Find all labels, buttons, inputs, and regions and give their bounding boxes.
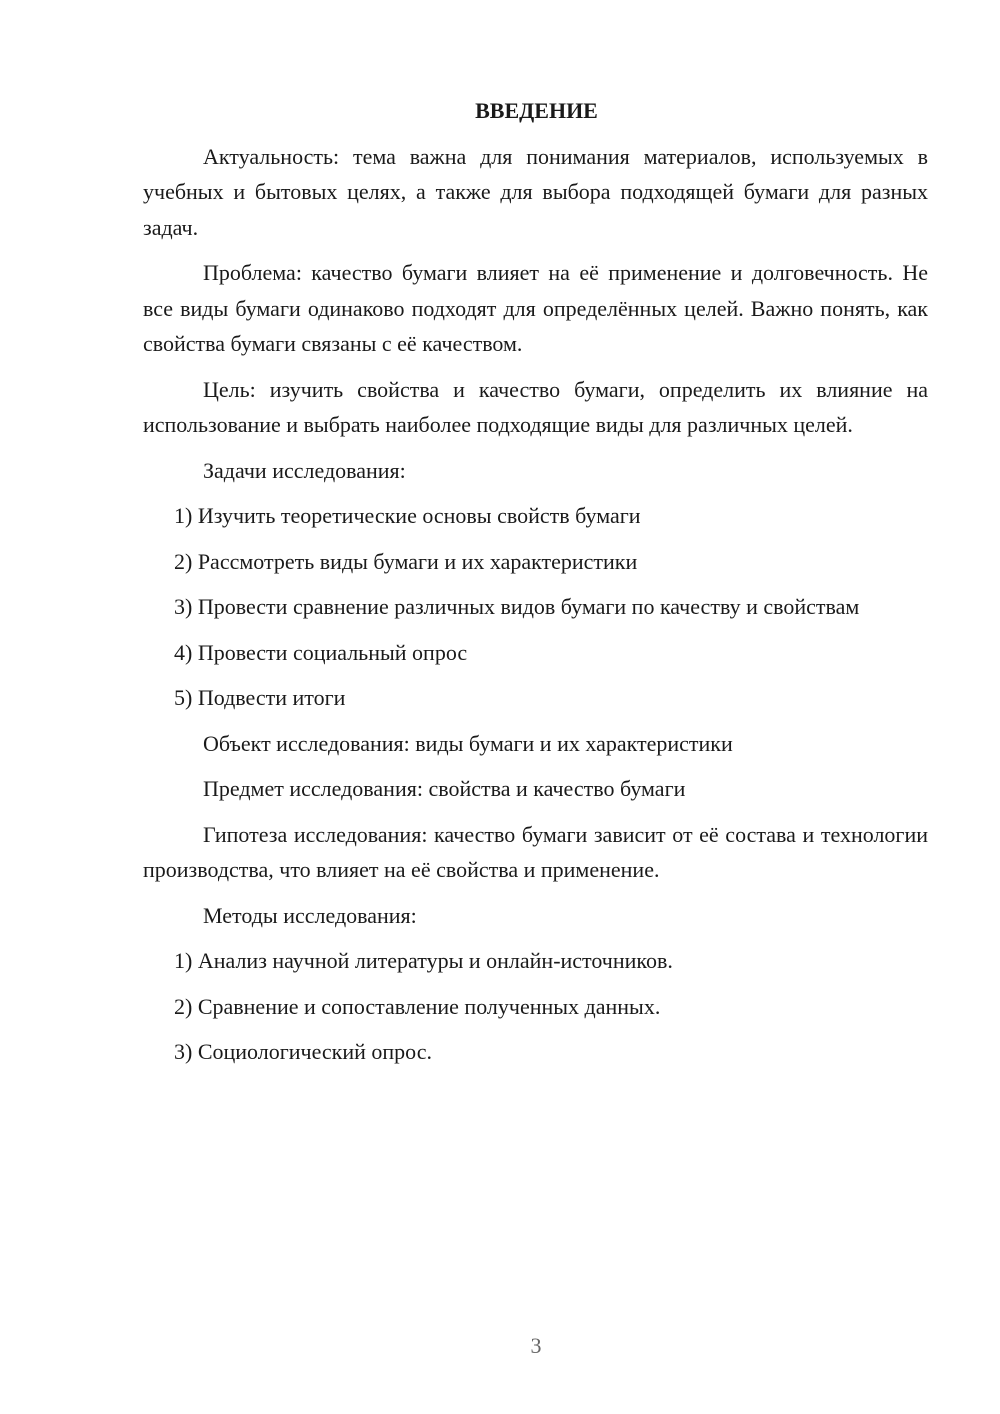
tasks-heading: Задачи исследования: bbox=[203, 457, 406, 483]
task-item: 2) Рассмотреть виды бумаги и их характеристики bbox=[174, 548, 638, 574]
relevance-paragraph: Актуальность: тема важна для понимания материалов, используемых в учебных и бытовых целях, а также для выбора подходящей бумаги для разных задач. bbox=[143, 143, 928, 240]
goal-paragraph: Цель: изучить свойства и качество бумаги, определить их влияние на использование и выбрать наиболее подходящие виды для различных целей. bbox=[143, 376, 928, 437]
method-item: 1) Анализ научной литературы и онлайн-источников. bbox=[174, 948, 673, 973]
task-item: 3) Провести сравнение различных видов бумаги по качеству и свойствам bbox=[174, 594, 860, 619]
page-number: 3 bbox=[530, 1333, 542, 1358]
method-item: 2) Сравнение и сопоставление полученных данных. bbox=[174, 993, 661, 1019]
task-item: 4) Провести социальный опрос bbox=[174, 639, 468, 665]
subject-paragraph: Предмет исследования: свойства и качество бумаги bbox=[203, 776, 686, 801]
document-page bbox=[143, 93, 928, 1080]
method-item: 3) Социологический опрос. bbox=[174, 1039, 432, 1064]
methods-heading: Методы исследования: bbox=[203, 902, 417, 928]
hypothesis-paragraph: Гипотеза исследования: качество бумаги зависит от её состава и технологии производства, что влияет на её свойства и применение. bbox=[143, 821, 928, 882]
section-title: ВВЕДЕНИЕ bbox=[475, 98, 598, 123]
object-paragraph: Объект исследования: виды бумаги и их характеристики bbox=[203, 730, 733, 756]
task-item: 1) Изучить теоретические основы свойств бумаги bbox=[174, 503, 641, 528]
task-item: 5) Подвести итоги bbox=[174, 685, 346, 710]
problem-paragraph: Проблема: качество бумаги влияет на её применение и долговечность. Не все виды бумаги одинаково подходят для определённых целей. Важно понять, как свойства бумаги связаны с её качеством. bbox=[143, 260, 928, 356]
